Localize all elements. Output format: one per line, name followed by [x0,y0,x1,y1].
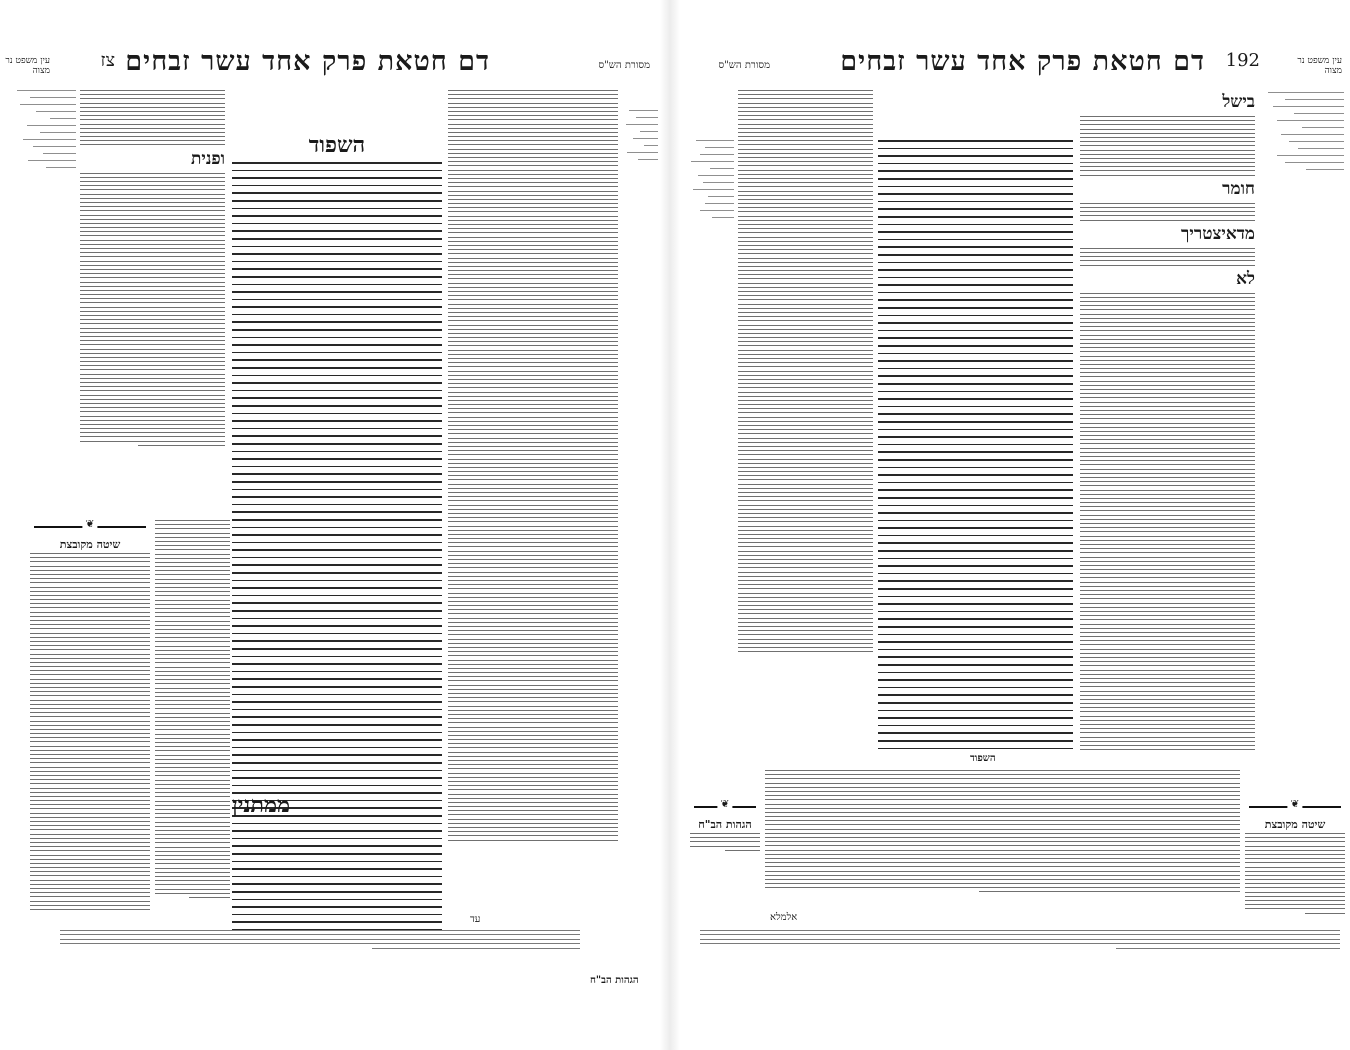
right-page-header [680,46,1350,80]
left-ein-mishpat-label: עין משפט נר מצוה [5,56,50,76]
left-mishna-dibbur: ממתנין [232,792,291,818]
right-page [680,0,1350,1050]
right-section-ornament [1249,802,1341,812]
left-section-ornament [34,522,146,532]
right-page-number: 192 [1225,50,1260,71]
left-catchword: עד [470,914,481,925]
right-mesoret-column [686,140,734,760]
right-tosafot-column [1080,90,1255,750]
right-header-title: דם חטאת פרק אחד עשר זבחים [840,46,1205,77]
left-tosafot-column [80,90,225,515]
right-ein-mishpat-label: עין משפט נר מצוה [1297,56,1342,76]
left-rashi-column [448,90,618,920]
right-dibbur-2: חומר [1222,178,1255,199]
left-mesoret-label: מסורת הש"ס [598,60,650,71]
right-catchword: אלמלא [770,912,798,923]
right-shita-mekubetzet [1245,800,1345,920]
right-hagahot-label: הגהות הב"ח [698,818,752,831]
right-hagahot-ornament [694,802,756,812]
left-daf-number: צז [100,50,115,71]
left-gemara-dibbur: השפוד [308,132,366,158]
left-header-title: דם חטאת פרק אחד עשר זבחים [125,46,490,77]
right-mesoret-label: מסורת הש"ס [718,60,770,71]
left-shita-label: שיטה מקובצת [59,538,121,551]
right-shita-label: שיטה מקובצת [1264,818,1326,831]
right-rashi-column [738,90,873,710]
left-tosafot-lower [155,520,230,910]
right-gemara-catchword: השפוד [970,753,996,764]
right-ein-mishpat-column [1260,92,1344,752]
right-dibbur-4: לא [1236,268,1255,289]
left-footer-band [60,930,580,980]
right-gemara-column [878,140,1073,750]
left-page-header [0,46,660,80]
left-hagahot-label: הגהות הב"ח [590,975,639,986]
left-page [0,0,660,1050]
right-lower-commentary [765,770,1240,910]
left-shita-mekubetzet [30,520,150,910]
right-hagahot-block [690,800,760,870]
left-ein-mishpat-column [10,90,76,360]
right-footer-band [700,930,1340,975]
book-gutter [660,0,680,1050]
left-tosafot-dibbur: ופנית [191,148,225,169]
right-dibbur-1: בישל [1222,92,1255,112]
right-dibbur-3: מדאיצטריך [1181,223,1255,244]
left-mesoret-column [622,110,658,530]
